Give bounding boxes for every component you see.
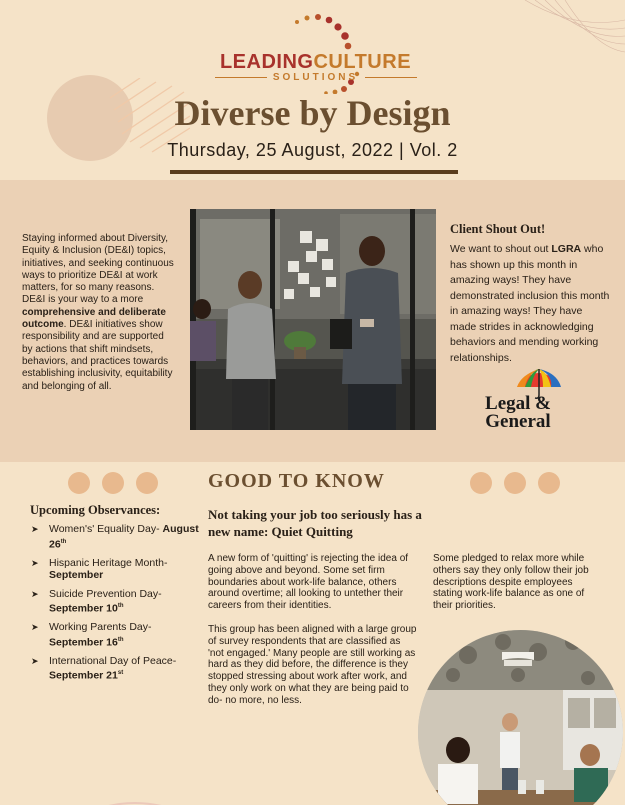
date-suffix: st [117,670,124,676]
article-paragraph: A new form of 'quitting' is rejecting the idea of going above and beyond. Some set firm boundaries about work-life balance, others around overtime; all looking to untether their careers from their identities. [208,553,409,612]
intro-text-end: . DE&I initiatives show responsibility and are supported by actions that shift mindsets, behaviors, and practices towards establishing inclusivity, equitability and belonging of all. [22,319,173,392]
observance-date: September 16 [49,636,118,648]
good-to-know-heading: GOOD TO KNOW [208,470,385,492]
client-shoutout [450,222,610,366]
legal-general-wordmark [473,395,563,431]
observance-date: August 26 [49,523,199,550]
decorative-dot [504,472,526,494]
decorative-dot [470,472,492,494]
newsletter-title: Diverse by Design [174,93,451,133]
list-item [30,655,205,683]
logo-line-2: General [485,411,551,432]
observance-date: September 10 [49,602,118,615]
article-paragraph: This group has been aligned with a large group of survey respondents that are classified as 'not engaged.' Many people are still working as hard as they did before, the difference is they stopped stressing about work after work, and they only work on what they are being paid to do- no more, no less. [208,623,417,706]
shoutout-title: Client Shout Out! [450,222,546,236]
date-suffix: th [60,538,67,545]
decorative-dot [102,472,124,494]
intro-paragraph [22,233,174,393]
date-suffix: th [117,603,124,609]
observances-list [30,523,205,688]
decorative-dot [538,472,560,494]
arrow-bullet-icon: ➤ [31,622,39,632]
article-paragraph: Some pledged to relax more while others say they only follow their job descriptions despite employees stating work-life balance as one of their priorities. [433,553,589,612]
title-divider [170,170,458,174]
shoutout-body [450,242,610,366]
article-column-2 [433,553,601,612]
logo-wordmark [213,51,418,74]
observance-name: International Day of Peace- [49,654,177,667]
decorative-bottom-arc [40,778,230,805]
article-headline [208,506,423,540]
article-headline-text: Not taking your job too seriously has a new name: [208,507,422,539]
issue-dateline: Thursday, 25 August, 2022 | Vol. 2 [167,140,458,160]
decorative-dot [68,472,90,494]
office-team-photo [418,630,623,805]
shoutout-client-name: LGRA [551,243,582,255]
observance-date: September 21 [49,669,118,682]
logo-line-1: Legal & [485,393,551,414]
list-item [30,523,205,551]
arrow-bullet-icon: ➤ [31,557,39,568]
arrow-bullet-icon: ➤ [31,524,39,534]
intro-text-start: Staying informed about Diversity, Equity & Inclusion (DE&I) topics, initiatives, and seeking continuous ways to prioritize DE&I at work matters, for so many reasons. DE&I is your way to a more [22,233,174,306]
arrow-bullet-icon: ➤ [31,655,39,666]
observance-name: Women's' Equality Day- [49,523,163,535]
article-column-1 [208,553,418,719]
observance-name: Working Parents Day- [49,621,152,633]
logo-subtitle: SOLUTIONS [272,72,359,83]
office-meeting-photo [190,209,436,430]
observances-title: Upcoming Observances: [30,503,161,517]
list-item [30,621,205,649]
observance-date: September [49,569,104,581]
company-logo [205,14,425,94]
observance-name: Suicide Prevention Day- [49,587,162,600]
intro-highlight: comprehensive and deliberate outcome [22,306,166,331]
decorative-corner-lines [515,0,625,60]
list-item [30,588,205,616]
logo-word-leading: LEADING [219,51,314,73]
arrow-bullet-icon: ➤ [31,588,39,599]
article-headline-term: Quiet Quitting [271,524,353,539]
logo-word-culture: CULTURE [313,51,412,73]
decorative-dot [136,472,158,494]
shoutout-text-end: who has shown up this month in amazing ways! They have demonstrated inclusion this month in amazing ways! They have made strides in acknowledging behaviors and mending working relationships. [450,243,610,364]
shoutout-text-start: We want to shout out [450,243,552,255]
legal-general-logo [473,365,568,435]
date-suffix: th [117,636,124,643]
observance-name: Hispanic Heritage Month- [49,556,168,569]
list-item [30,557,205,582]
